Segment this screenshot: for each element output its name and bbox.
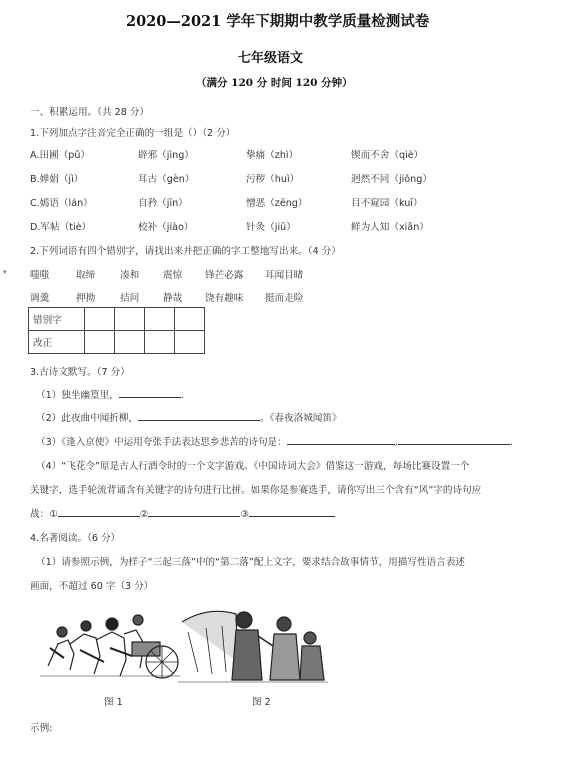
answer-cell[interactable] (175, 331, 205, 354)
option-a-3: 挚痛（zhì） (246, 150, 299, 161)
word: 调羹 (30, 293, 50, 304)
question-2-stem: 2.下列词语有四个错别字，请找出来并把正确的字工整地写出来。（4 分） (30, 246, 341, 257)
poem-line-1-text: （1）独坐幽篁里， (36, 390, 119, 401)
table-row (29, 308, 205, 331)
answer-blank[interactable] (249, 506, 335, 517)
option-b-2: 耳古（gèn） (138, 174, 195, 185)
answer-blank[interactable] (398, 434, 510, 445)
answer-cell[interactable] (145, 308, 175, 331)
poem-line-2-source: 。《春夜洛城闻笛》 (260, 413, 342, 424)
poem-line-4b: 关键字，选手轮流背诵含有关键字的诗句进行比拼。如果你是参赛选手，请你写出三个含有“风”字的诗句应 (30, 485, 482, 496)
exam-title: 2020—2021 学年下期期中教学质量检测试卷 (126, 13, 430, 30)
row-label-correction: 改正 (29, 331, 85, 354)
answer-blank[interactable] (287, 434, 395, 445)
figure-1-illustration (40, 604, 180, 684)
answer-cell[interactable] (145, 331, 175, 354)
option-a-1: A.田圃（pǔ） (30, 150, 90, 161)
question-1-stem: 1.下列加点字注音完全正确的一组是（）（2 分） (30, 128, 236, 139)
word: 耳闻目睹 (265, 270, 304, 281)
word: 静哉 (163, 293, 183, 304)
option-b-3: 污秽（huì） (246, 174, 300, 185)
poem-line-2 (36, 410, 342, 424)
word: 嗤嗤 (30, 270, 50, 281)
figure-2-caption: 图 2 (252, 697, 271, 708)
option-c-1: C.嫣语（lán） (30, 198, 93, 209)
answer-cell[interactable] (85, 331, 115, 354)
question-4-part-1a: （1）请参照示例，为样子“三起三落”中的“第二落”配上文字，要求结合故事情节，用描写性语言表述 (36, 557, 465, 568)
option-a-2: 辟邪（jìng） (138, 150, 194, 161)
answer-blank[interactable] (138, 410, 260, 421)
answer-blank[interactable] (119, 387, 181, 398)
figure-1-caption: 图 1 (104, 697, 123, 708)
answer-blank[interactable] (148, 506, 240, 517)
word: 锋芒必露 (205, 270, 244, 281)
poem-line-4c-prefix: 战： (30, 509, 50, 520)
option-a-4: 锲而不舍（qiè） (351, 150, 424, 161)
figure-2-illustration (178, 602, 328, 686)
circle-3: ③ (240, 509, 250, 520)
word: 震惊 (163, 270, 183, 281)
word: 凑和 (120, 270, 140, 281)
poem-line-4c (30, 506, 335, 520)
row-label-typo: 错别字 (29, 308, 85, 331)
answer-cell[interactable] (85, 308, 115, 331)
answer-cell[interactable] (115, 331, 145, 354)
margin-marker-icon: ▾ (3, 268, 7, 276)
word: 饶有趣味 (205, 293, 244, 304)
word: 拮问 (120, 293, 140, 304)
option-d-4: 鲜为人知（xiǎn） (351, 222, 429, 233)
circle-1: ① (49, 509, 58, 520)
section-heading: 一、积累运用。（共 28 分） (30, 107, 150, 118)
option-b-4: 迥然不同（jiǒng） (351, 174, 432, 185)
answer-blank[interactable] (58, 506, 140, 517)
circle-2: ② (139, 509, 149, 520)
poem-line-3: （3）《逢入京使》中运用夸张手法表达思乡悲苦的诗句是： , . (36, 434, 513, 448)
option-c-3: 憎恶（zēng） (246, 198, 308, 209)
question-4-stem: 4.名著阅读。（6 分） (30, 533, 121, 544)
option-d-3: 针灸（jiū） (246, 222, 296, 233)
poem-line-3-text: （3）《逢入京使》中运用夸张手法表达思乡悲苦的诗句是： (36, 437, 287, 448)
table-row (29, 331, 205, 354)
poem-line-4a: （4）“飞花令”原是古人行酒令时的一个文字游戏。《中国诗词大会》借鉴这一游戏，每场比赛设置一个 (36, 461, 470, 472)
word: 取缔 (76, 270, 96, 281)
answer-cell[interactable] (175, 308, 205, 331)
option-d-1: D.军帖（tiè） (30, 222, 92, 233)
exam-info: （满分 120 分 时间 120 分钟） (196, 77, 353, 89)
option-d-2: 校补（jiào） (138, 222, 194, 233)
typo-answer-table (28, 307, 205, 354)
option-c-2: 自矜（jīn） (138, 198, 188, 209)
example-label: 示例: (30, 723, 53, 734)
poem-line-2-text: （2）此夜曲中闻折柳， (36, 413, 139, 424)
word: 挺而走险 (265, 293, 304, 304)
question-3-stem: 3.古诗文默写。（7 分） (30, 367, 130, 378)
question-4-part-1b: 画面，不超过 60 字（3 分） (30, 581, 154, 592)
option-b-1: B.婵娟（jì） (30, 174, 84, 185)
grade-subject: 七年级语文 (238, 51, 304, 66)
poem-line-1: （1）独坐幽篁里， . (36, 387, 184, 401)
answer-cell[interactable] (115, 308, 145, 331)
word: 押拗 (76, 293, 96, 304)
option-c-4: 目不窥园（kuī） (351, 198, 423, 209)
